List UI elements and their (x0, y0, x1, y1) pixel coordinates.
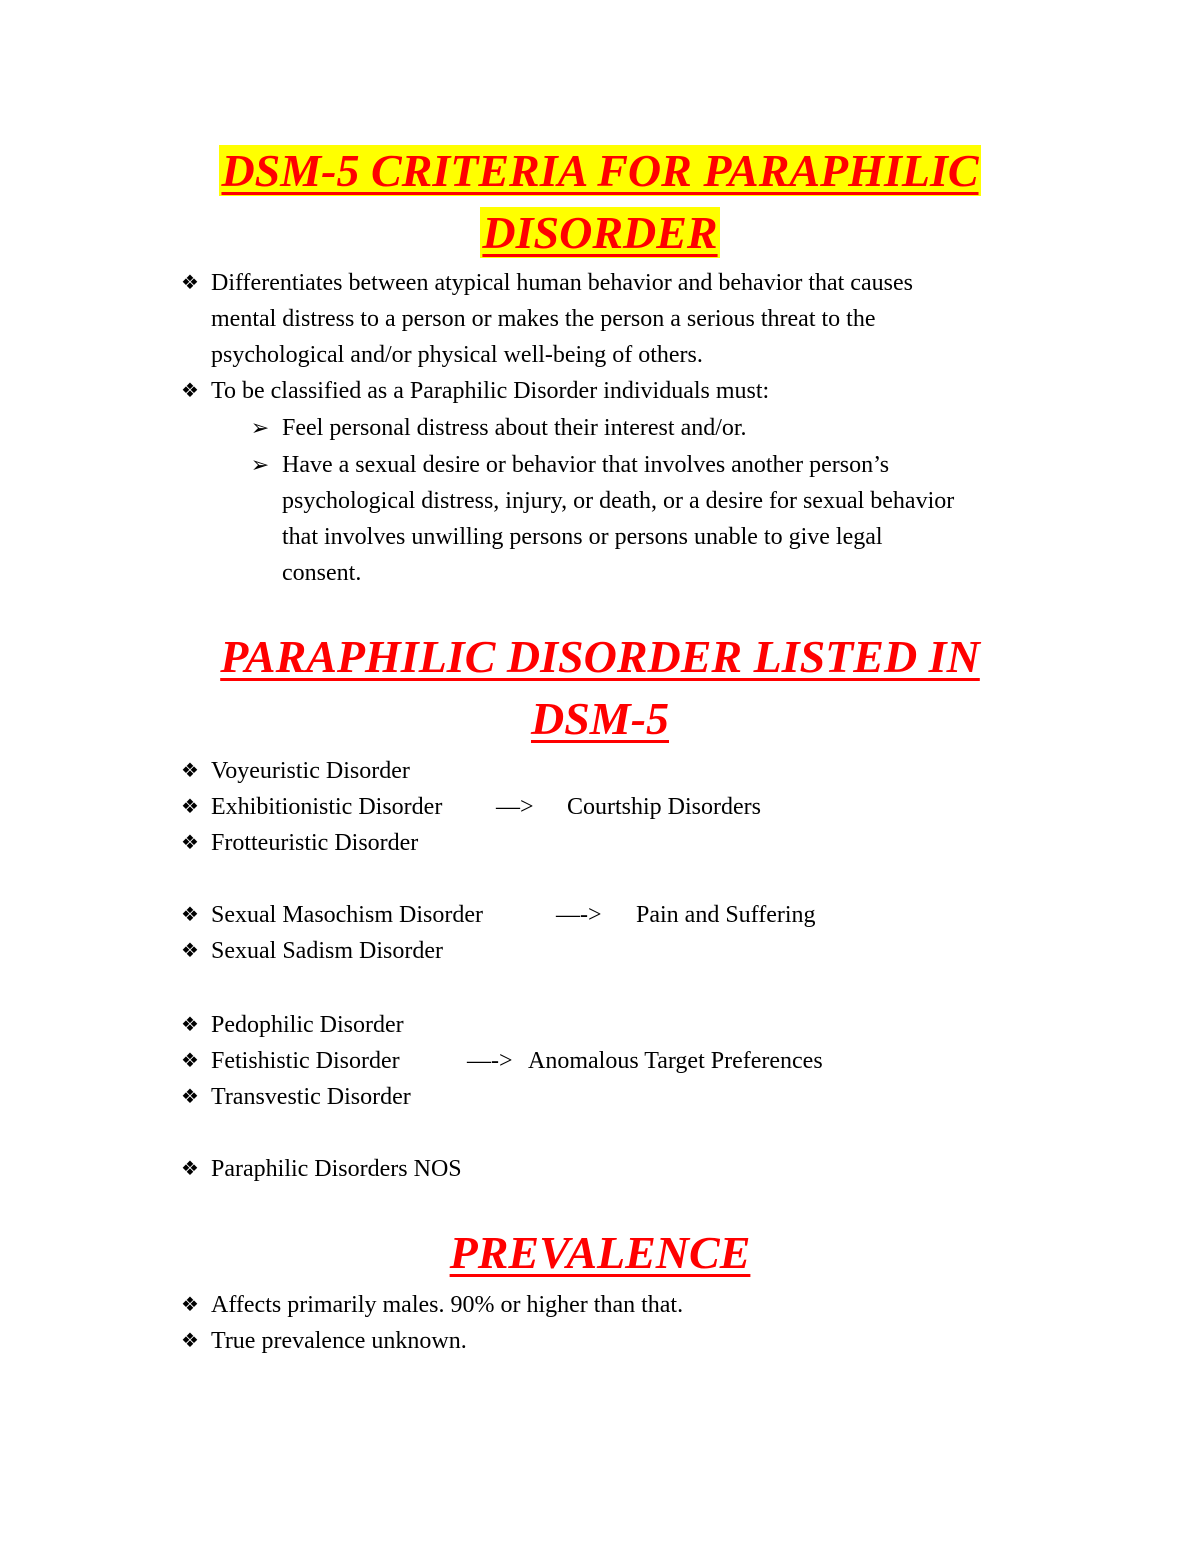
diamond-bullet-icon: ❖ (181, 1086, 199, 1108)
bullet1-line2: mental distress to a person or makes the person a serious threat to the (211, 306, 876, 332)
arrow-bullet-icon: ➢ (250, 415, 270, 440)
group-category: Courtship Disorders (567, 794, 761, 820)
sub-bullet2-line4: consent. (282, 560, 362, 586)
disorder-item: Sexual Sadism Disorder (211, 938, 443, 964)
group-arrow: —-> (556, 902, 602, 928)
group-category: Anomalous Target Preferences (528, 1048, 823, 1074)
group-arrow: —> (496, 794, 534, 820)
diamond-bullet-icon: ❖ (181, 380, 199, 402)
sub-bullet2-line2: psychological distress, injury, or death, or a desire for sexual behavior (282, 488, 955, 514)
disorder-item: Fetishistic Disorder (211, 1048, 400, 1074)
section3-title: PREVALENCE (449, 1227, 751, 1278)
diamond-bullet-icon: ❖ (181, 832, 199, 854)
diamond-bullet-icon: ❖ (181, 1330, 199, 1352)
disorder-item: Voyeuristic Disorder (211, 758, 410, 784)
diamond-bullet-icon: ❖ (181, 760, 199, 782)
bullet2-text: To be classified as a Paraphilic Disorder individuals must: (211, 378, 770, 404)
disorder-item: Sexual Masochism Disorder (211, 902, 483, 928)
diamond-bullet-icon: ❖ (181, 1294, 199, 1316)
prevalence-item: Affects primarily males. 90% or higher than that. (211, 1292, 684, 1318)
diamond-bullet-icon: ❖ (181, 796, 199, 818)
disorder-item: Exhibitionistic Disorder (211, 794, 443, 820)
diamond-bullet-icon: ❖ (181, 1050, 199, 1072)
section1-title-line2: DISORDER (482, 207, 718, 258)
diamond-bullet-icon: ❖ (181, 1158, 199, 1180)
bullet1-line1: Differentiates between atypical human behavior and behavior that causes (211, 270, 913, 296)
diamond-bullet-icon: ❖ (181, 904, 199, 926)
diamond-bullet-icon: ❖ (181, 940, 199, 962)
group-arrow: —-> (467, 1048, 513, 1074)
disorder-item: Transvestic Disorder (211, 1084, 411, 1110)
section2-title-line1: PARAPHILIC DISORDER LISTED IN (220, 631, 980, 682)
sub-bullet2-line1: Have a sexual desire or behavior that involves another person’s (282, 452, 890, 478)
diamond-bullet-icon: ❖ (181, 1014, 199, 1036)
arrow-bullet-icon: ➢ (250, 452, 270, 477)
disorder-item: Paraphilic Disorders NOS (211, 1156, 462, 1182)
bullet1-line3: psychological and/or physical well-being of others. (211, 342, 703, 368)
group-category: Pain and Suffering (636, 902, 816, 928)
sub-bullet2-line3: that involves unwilling persons or persons unable to give legal (282, 524, 883, 550)
section2-title-line2: DSM-5 (530, 693, 670, 744)
prevalence-item: True prevalence unknown. (211, 1328, 467, 1354)
sub-bullet1-text: Feel personal distress about their interest and/or. (282, 415, 747, 441)
disorder-item: Frotteuristic Disorder (211, 830, 419, 856)
diamond-bullet-icon: ❖ (181, 272, 199, 294)
section1-title-line1: DSM-5 CRITERIA FOR PARAPHILIC (221, 145, 979, 196)
disorder-item: Pedophilic Disorder (211, 1012, 404, 1038)
